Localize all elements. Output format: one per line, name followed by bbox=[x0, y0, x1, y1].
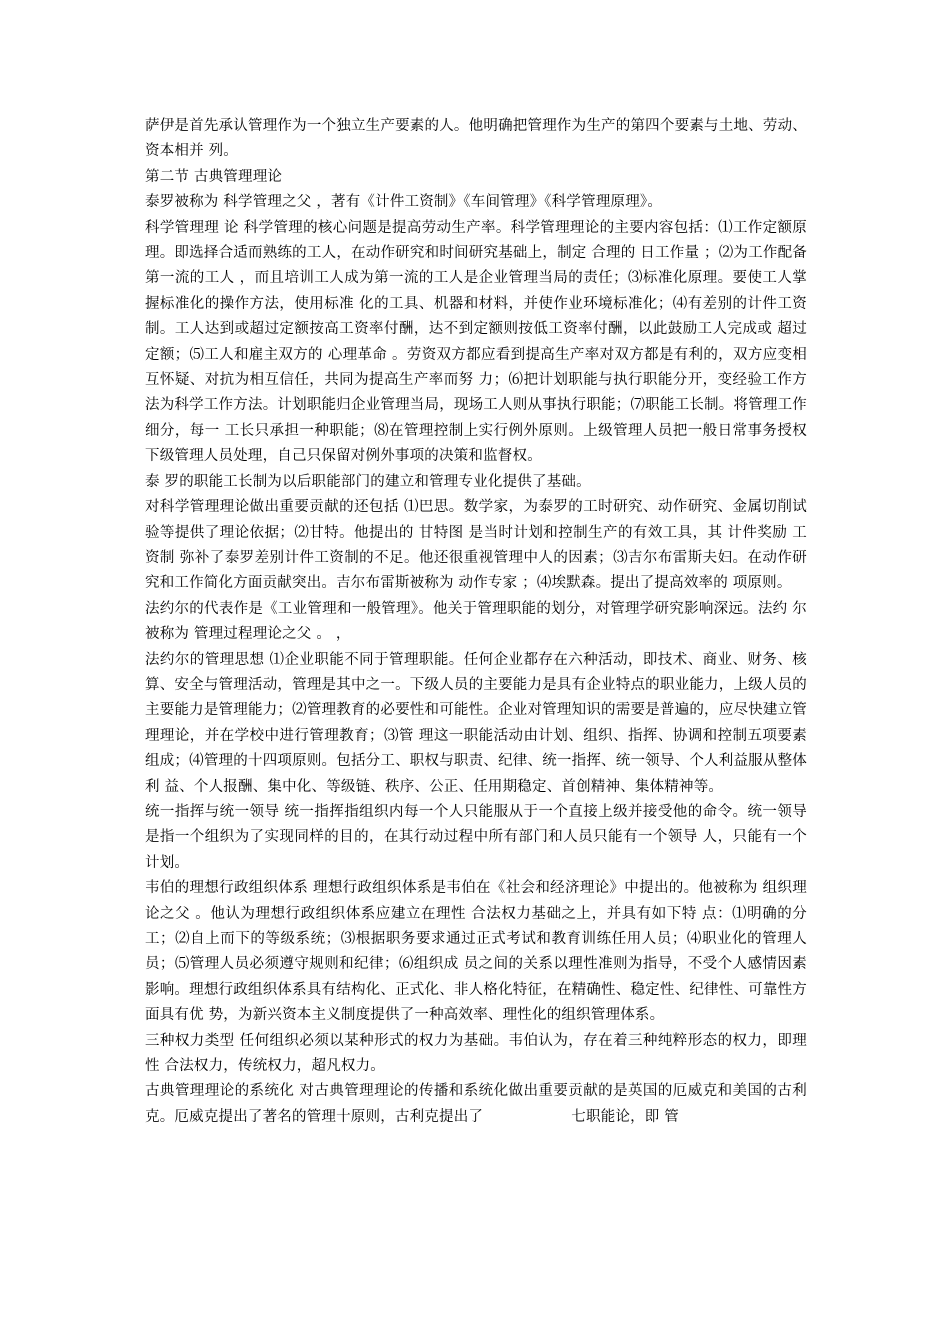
paragraph-scientific-management: 科学管理理 论 科学管理的核心问题是提高劳动生产率。科学管理理论的主要内容包括：⑴工作定额原理。即选择合适而熟练的工人，在动作研究和时间研究基础上，制定 合理的 日工作量 ；⑵为工作配备 第一流的工人 ，而且培训工人成为第一流的工人是企业管理当局的责任；⑶标准化原理。要使工人掌握标准化的操作方法，使用标准 化的工具、机器和材料，并使作业环境标准化；⑷有差别的计件工资制。工人达到或超过定额按高工资率付酬，达不到定额则按低工资率付酬，以此鼓励工人完成或 超过定额；⑸工人和雇主双方的 心理革命 。劳资双方都应看到提高生产率对双方都是有利的，双方应变相互怀疑、对抗为相互信任，共同为提高生产率而努 力；⑹把计划职能与执行职能分开，变经验工作方法为科学工作方法。计划职能归企业管理当局，现场工人则从事执行职能；⑺职能工长制。将管理工作细分，每一 工长只承担一种职能；⑻在管理控制上实行例外原则。上级管理人员把一般日常事务授权下级管理人员处理，自己只保留对例外事项的决策和监督权。 bbox=[145, 219, 807, 465]
paragraph-power-types: 三种权力类型 任何组织必须以某种形式的权力为基础。韦伯认为，存在着三种纯粹形态的权力，即理性 合法权力，传统权力，超凡权力。 bbox=[145, 1032, 807, 1075]
paragraph-weber: 韦伯的理想行政组织体系 理想行政组织体系是韦伯在《社会和经济理论》中提出的。他被称为 组织理论之父 。他认为理想行政组织体系应建立在理性 合法权力基础之上，并具有如下特 点：⑴明确的分工；⑵自上而下的等级系统；⑶根据职务要求通过正式考试和教育训练任用人员；⑷职业化的管理人员；⑸管理人员必须遵守规则和纪律；⑹组织成 员之间的关系以理性准则为指导，不受个人感情因素影响。理想行政组织体系具有结构化、正式化、非人格化特征，在精确性、稳定性、纪律性、可靠性方面具有优 势，为新兴资本主义制度提供了一种高效率、理性化的组织管理体系。 bbox=[145, 880, 807, 1024]
paragraph-systematization: 古典管理理论的系统化 对古典管理理论的传播和系统化做出重要贡献的是英国的厄威克和美国的古利克。厄威克提出了著名的管理十原则，古利克提出了 七职能论，即 管 bbox=[145, 1083, 807, 1125]
paragraph-say: 萨伊是首先承认管理作为一个独立生产要素的人。他明确把管理作为生产的第四个要素与土地、劳动、资本相并 列。 bbox=[145, 118, 807, 160]
paragraph-contributors: 对科学管理理论做出重要贡献的还包括 ⑴巴思。数学家，为泰罗的工时研究、动作研究、金属切削试验等提供了理论依据；⑵甘特。他提出的 甘特图 是当时计划和控制生产的有效工具，其 计件奖励 工资制 弥补了泰罗差别计件工资制的不足。他还很重视管理中人的因素；⑶吉尔布雷斯夫妇。在动作研究和工作简化方面贡献突出。吉尔布雷斯被称为 动作专家 ；⑷埃默森。提出了提高效率的 项原则。 bbox=[145, 499, 807, 592]
document-body bbox=[145, 114, 807, 1130]
paragraph-functional-foreman: 泰 罗的职能工长制为以后职能部门的建立和管理专业化提供了基础。 bbox=[145, 473, 591, 490]
paragraph-unity-command: 统一指挥与统一领导 统一指挥指组织内每一个人只能服从于一个直接上级并接受他的命令。统一领导是指一个组织为了实现同样的目的，在其行动过程中所有部门和人员只能有一个领导 人，只能有一个计划。 bbox=[145, 803, 807, 871]
paragraph-fayol-intro: 法约尔的代表作是《工业管理和一般管理》。他关于管理职能的划分，对管理学研究影响深远。法约 尔被称为 管理过程理论之父 。 ， bbox=[145, 600, 807, 643]
paragraph-fayol-thought: 法约尔的管理思想 ⑴企业职能不同于管理职能。任何企业都存在六种活动，即技术、商业、财务、核算、安全与管理活动，管理是其中之一。下级人员的主要能力是具有企业特点的职业能力，上级人员的主要能力是管理能力；⑵管理教育的必要性和可能性。企业对管理知识的需要是普遍的，应尽快建立管理理论，并在学校中进行管理教育；⑶管 理这一职能活动由计划、组织、指挥、协调和控制五项要素组成；⑷管理的十四项原则。包括分工、职权与职责、纪律、统一指挥、统一领导、个人利益服从整体利 益、个人报酬、集中化、等级链、秩序、公正、任用期稳定、首创精神、集体精神等。 bbox=[145, 651, 807, 795]
section-heading: 第二节 古典管理理论 bbox=[145, 168, 283, 185]
paragraph-taylor-intro: 泰罗被称为 科学管理之父 ，著有《计件工资制》《车间管理》《科学管理原理》。 bbox=[145, 194, 663, 211]
